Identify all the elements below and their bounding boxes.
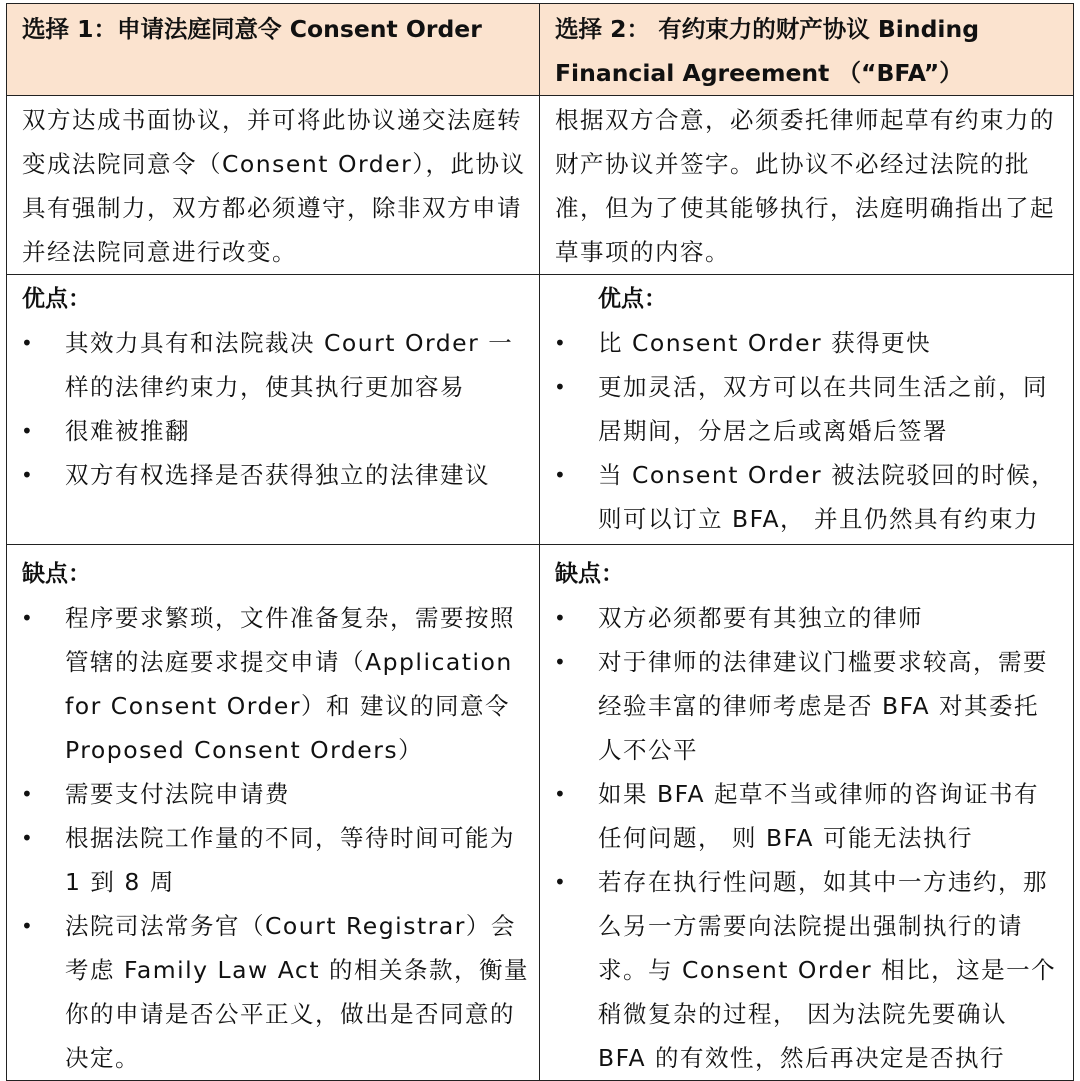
list-item-text: 需要支付法院申请费	[65, 780, 290, 808]
list-item-text: 如果 BFA 起草不当或律师的咨询证书有任何问题， 则 BFA 可能无法执行	[598, 780, 1039, 852]
list-item	[7, 772, 539, 816]
list-item	[7, 816, 539, 904]
cons-list-option2	[540, 596, 1073, 1080]
list-item	[540, 453, 1073, 541]
description-row	[7, 96, 1074, 275]
bullet-icon: •	[554, 463, 568, 487]
pros-cell-option2	[540, 275, 1074, 545]
pros-title-option2: 优点：	[598, 286, 667, 312]
header-option2: 选择 2： 有约束力的财产协议 Binding Financial Agreement （“BFA”）	[540, 4, 1074, 96]
list-item	[7, 453, 539, 497]
list-item-text: 根据法院工作量的不同，等待时间可能为 1 到 8 周	[65, 824, 515, 896]
pros-list-option2	[540, 321, 1073, 541]
cons-row	[7, 545, 1074, 1081]
pros-list-option1	[7, 321, 539, 497]
cons-cell-option1	[7, 545, 540, 1081]
cons-title-option2: 缺点：	[555, 561, 624, 587]
pros-title-option1: 优点：	[22, 286, 91, 312]
list-item-text: 其效力具有和法院裁决 Court Order 一样的法律约束力，使其执行更加容易	[65, 329, 514, 401]
list-item-text: 当 Consent Order 被法院驳回的时候，则可以订立 BFA， 并且仍然具有约束力	[598, 461, 1057, 533]
description-cell-option1	[7, 96, 540, 275]
bullet-icon: •	[21, 826, 35, 850]
list-item-text: 法院司法常务官（Court Registrar）会考虑 Family Law Act 的相关条款，衡量你的申请是否公平正义，做出是否同意的决定。	[65, 912, 530, 1072]
list-item	[7, 321, 539, 409]
bullet-icon: •	[554, 331, 568, 355]
list-item	[540, 772, 1073, 860]
bullet-icon: •	[554, 375, 568, 399]
list-item	[540, 365, 1073, 453]
cons-title-option1: 缺点：	[22, 561, 91, 587]
list-item	[7, 596, 539, 772]
bullet-icon: •	[554, 870, 568, 894]
bullet-icon: •	[21, 331, 35, 355]
bullet-icon: •	[21, 463, 35, 487]
bullet-icon: •	[21, 419, 35, 443]
list-item-text: 对于律师的法律建议门槛要求较高，需要经验丰富的律师考虑是否 BFA 对其委托人不公平	[598, 648, 1048, 764]
bullet-icon: •	[21, 914, 35, 938]
list-item-text: 双方有权选择是否获得独立的法律建议	[65, 461, 490, 489]
list-item	[540, 640, 1073, 772]
list-item	[7, 904, 539, 1080]
description-option1: 双方达成书面协议，并可将此协议递交法庭转变成法院同意令（Consent Order），此协议具有强制力，双方都必须遵守，除非双方申请并经法院同意进行改变。	[22, 106, 526, 266]
pros-row	[7, 275, 1074, 545]
cons-cell-option2	[540, 545, 1074, 1081]
list-item	[540, 321, 1073, 365]
bullet-icon: •	[21, 606, 35, 630]
bullet-icon: •	[554, 782, 568, 806]
list-item-text: 程序要求繁琐，文件准备复杂，需要按照管辖的法庭要求提交申请（Application for Consent Order）和 建议的同意令 Proposed Consent Orders）	[65, 604, 515, 764]
description-option2: 根据双方合意，必须委托律师起草有约束力的财产协议并签字。此协议不必经过法院的批准，但为了使其能够执行，法庭明确指出了起草事项的内容。	[555, 106, 1055, 266]
list-item-text: 很难被推翻	[65, 417, 190, 445]
bullet-icon: •	[554, 606, 568, 630]
comparison-table	[6, 3, 1074, 1081]
pros-cell-option1	[7, 275, 540, 545]
list-item-text: 比 Consent Order 获得更快	[598, 329, 932, 357]
list-item-text: 更加灵活，双方可以在共同生活之前，同居期间，分居之后或离婚后签署	[598, 373, 1048, 445]
bullet-icon: •	[554, 650, 568, 674]
list-item-text: 双方必须都要有其独立的律师	[598, 604, 923, 632]
description-cell-option2	[540, 96, 1074, 275]
header-row	[7, 4, 1074, 96]
list-item-text: 若存在执行性问题，如其中一方违约，那么另一方需要向法院提出强制执行的请求。与 Consent Order 相比，这是一个稍微复杂的过程， 因为法院先要确认 BFA 的有效性，然后再决定是否执行	[598, 868, 1057, 1072]
cons-list-option1	[7, 596, 539, 1080]
list-item	[7, 409, 539, 453]
bullet-icon: •	[21, 782, 35, 806]
header-option1: 选择 1：申请法庭同意令 Consent Order	[7, 4, 540, 96]
list-item	[540, 860, 1073, 1080]
list-item	[540, 596, 1073, 640]
